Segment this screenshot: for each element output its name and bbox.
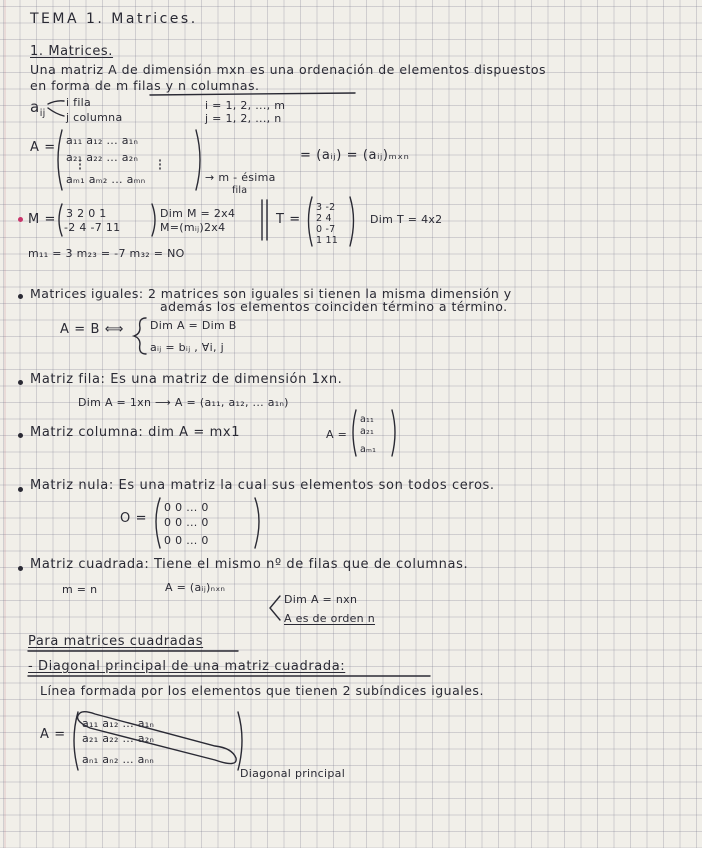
columna-a-label: A = <box>326 428 348 441</box>
definition-line-2: en forma de m filas y n columnas. <box>30 78 260 93</box>
nula-o-label: O = <box>120 511 148 526</box>
m-esima-fila: fila <box>232 185 248 196</box>
index-j-label: j columna <box>66 111 123 124</box>
matrix-t-row-1: 3 -2 <box>316 202 336 213</box>
iguales-condition-1: Dim A = Dim B <box>150 319 237 332</box>
diagonal-heading: - Diagonal principal de una matriz cuadrada: <box>28 659 346 674</box>
index-i-label: i fila <box>66 96 92 109</box>
j-range: j = 1, 2, ..., n <box>205 112 282 125</box>
iguales-line-2: además los elementos coinciden término a término. <box>160 299 508 314</box>
iguales-condition-2: aᵢⱼ = bᵢⱼ , ∀i, j <box>150 341 224 354</box>
matrix-m-row-2: -2 4 -7 11 <box>64 221 121 234</box>
i-range: i = 1, 2, ..., m <box>205 99 286 112</box>
m-esima-arrow: → m - ésima <box>205 171 276 184</box>
matrix-a-row-1: a₁₁ a₁₂ ... a₁ₙ <box>66 134 139 147</box>
fila-formula: Dim A = 1xn ⟶ A = (a₁₁, a₁₂, ... a₁ₙ) <box>78 396 289 409</box>
matrix-a-row-2: a₂₁ a₂₂ ... a₂ₙ <box>66 151 139 164</box>
matrix-m-label: M = <box>28 212 57 227</box>
columna-entry-1: a₁₁ <box>360 414 375 425</box>
matrix-t-row-4: 1 11 <box>316 235 338 246</box>
matrix-a-label: A = <box>30 140 56 155</box>
fila-line: Matriz fila: Es una matriz de dimensión 1xn. <box>30 372 343 387</box>
cuadrada-dim: Dim A = nxn <box>284 593 358 606</box>
matrix-m-entries: m₁₁ = 3 m₂₃ = -7 m₃₂ = NO <box>28 247 185 260</box>
columna-entry-3: aₘ₁ <box>360 444 377 455</box>
columna-entry-2: a₂₁ <box>360 426 375 437</box>
cuadrada-m-eq-n: m = n <box>62 583 98 596</box>
diagonal-a-label: A = <box>40 727 66 742</box>
columna-line: Matriz columna: dim A = mx1 <box>30 425 241 440</box>
nula-row-3: 0 0 ... 0 <box>164 534 209 547</box>
cuadrada-notation: A = (aᵢⱼ)ₙₓₙ <box>165 581 226 594</box>
nula-row-2: 0 0 ... 0 <box>164 516 209 529</box>
aij-symbol: $a_{ij}$ <box>30 98 46 119</box>
definition-line-1: Una matriz A de dimensión mxn es una ordenación de elementos dispuestos <box>30 62 547 77</box>
matrix-m-row-1: 3 2 0 1 <box>66 207 107 220</box>
diagonal-definition: Línea formada por los elementos que tienen 2 subíndices iguales. <box>40 683 484 698</box>
nula-row-1: 0 0 ... 0 <box>164 501 209 514</box>
para-cuadradas-heading: Para matrices cuadradas <box>28 634 204 649</box>
nula-line: Matriz nula: Es una matriz la cual sus elementos son todos ceros. <box>30 478 495 493</box>
matrix-t-label: T = <box>276 212 301 227</box>
matrix-a-row-3: aₘ₁ aₘ₂ ... aₘₙ <box>66 173 146 186</box>
cuadrada-orden: A es de orden n <box>284 612 376 625</box>
section-heading: 1. Matrices. <box>30 44 114 59</box>
dim-m-notation: M=(mᵢⱼ)2x4 <box>160 221 226 234</box>
iguales-line-1: Matrices iguales: 2 matrices son iguales si tienen la misma dimensión y <box>30 286 512 301</box>
matrix-a-notation: = (aᵢⱼ) = (aᵢⱼ)ₘₓₙ <box>300 148 410 163</box>
dim-m: Dim M = 2x4 <box>160 207 236 220</box>
diagonal-row-1: a₁₁ a₁₂ ... a₁ₙ <box>82 717 155 730</box>
page-title: TEMA 1. Matrices. <box>30 11 198 27</box>
diagonal-label: Diagonal principal <box>240 767 346 780</box>
cuadrada-line: Matriz cuadrada: Tiene el mismo nº de filas que de columnas. <box>30 557 469 572</box>
matrix-t-row-3: 0 -7 <box>316 224 336 235</box>
matrix-t-row-2: 2 4 <box>316 213 332 224</box>
diagonal-row-3: aₙ₁ aₙ₂ ... aₙₙ <box>82 753 155 766</box>
iguales-equivalence: A = B ⟺ <box>60 322 124 337</box>
diagonal-row-2: a₂₁ a₂₂ ... a₂ₙ <box>82 732 155 745</box>
dim-t: Dim T = 4x2 <box>370 213 443 226</box>
